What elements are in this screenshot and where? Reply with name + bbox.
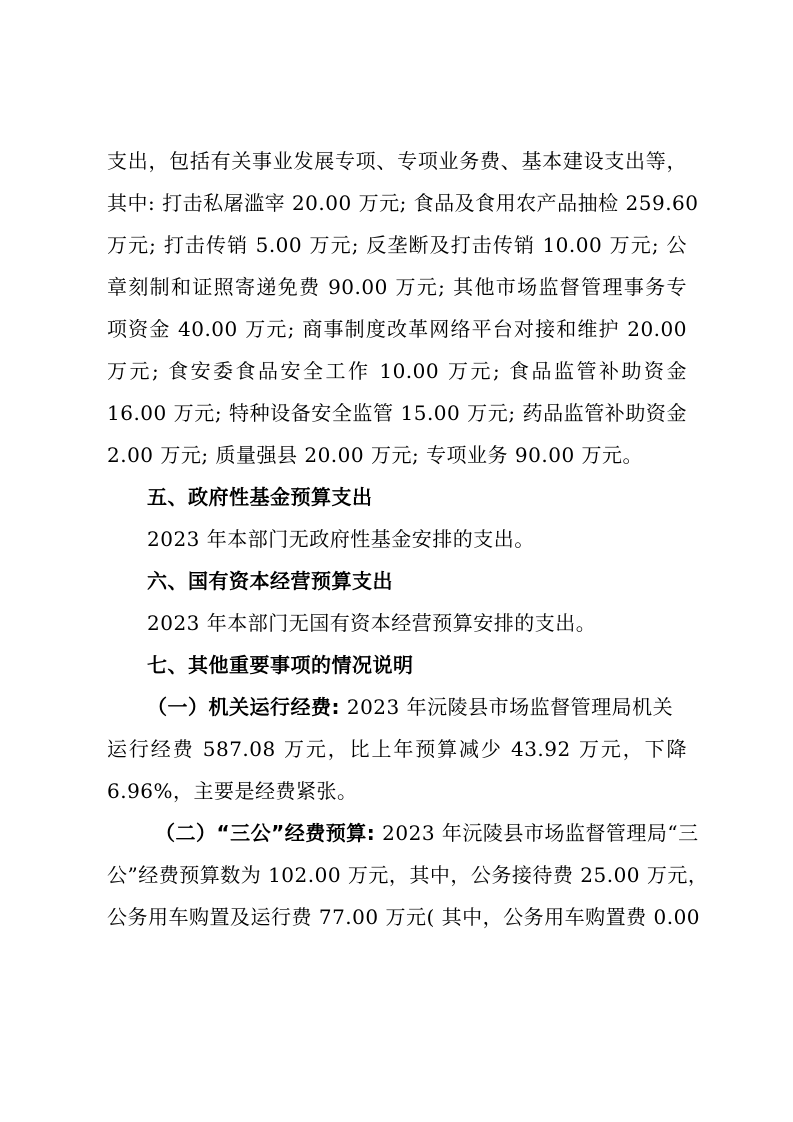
paragraph-line: 万元; 食安委食品安全工作 10.00 万元; 食品监管补助资金 xyxy=(107,359,687,383)
item-2-first-line xyxy=(155,818,699,848)
item-2-label: （二）“三公”经费预算: xyxy=(155,821,376,845)
paragraph-line: 项资金 40.00 万元; 商事制度改革网络平台对接和维护 20.00 xyxy=(107,317,687,341)
item-1-first-line xyxy=(147,692,687,722)
paragraph-line: 2.00 万元; 质量强县 20.00 万元; 专项业务 90.00 万元。 xyxy=(107,443,644,467)
item-2-text: 2023 年沅陵县市场监督管理局“三 xyxy=(375,821,699,845)
section-6-heading: 六、国有资本经营预算支出 xyxy=(147,569,393,593)
paragraph-line: 万元; 打击传销 5.00 万元; 反垄断及打击传销 10.00 万元; 公 xyxy=(107,233,687,257)
item-1-label: （一）机关运行经费: xyxy=(147,695,340,719)
section-7-heading: 七、其他重要事项的情况说明 xyxy=(147,653,414,677)
section-5-heading: 五、政府性基金预算支出 xyxy=(147,485,373,509)
section-5-text: 2023 年本部门无政府性基金安排的支出。 xyxy=(147,527,535,551)
paragraph-line: 16.00 万元; 特种设备安全监管 15.00 万元; 药品监管补助资金 xyxy=(107,401,687,425)
paragraph-line: 运行经费 587.08 万元，比上年预算减少 43.92 万元，下降 xyxy=(107,737,687,761)
paragraph-line: 公务用车购置及运行费 77.00 万元( 其中，公务用车购置费 0.00 xyxy=(107,905,701,929)
paragraph-line: 其中: 打击私屠滥宰 20.00 万元; 食品及食用农产品抽检 259.60 xyxy=(107,191,699,215)
paragraph-line: 公”经费预算数为 102.00 万元，其中，公务接待费 25.00 万元， xyxy=(107,863,709,887)
item-1-text: 2023 年沅陵县市场监督管理局机关 xyxy=(340,695,674,719)
paragraph-line: 6.96%，主要是经费紧张。 xyxy=(107,779,358,803)
paragraph-line: 支出，包括有关事业发展专项、专项业务费、基本建设支出等， xyxy=(107,149,687,173)
paragraph-line: 章刻制和证照寄递免费 90.00 万元; 其他市场监督管理事务专 xyxy=(107,275,687,299)
section-6-text: 2023 年本部门无国有资本经营预算安排的支出。 xyxy=(147,611,597,635)
